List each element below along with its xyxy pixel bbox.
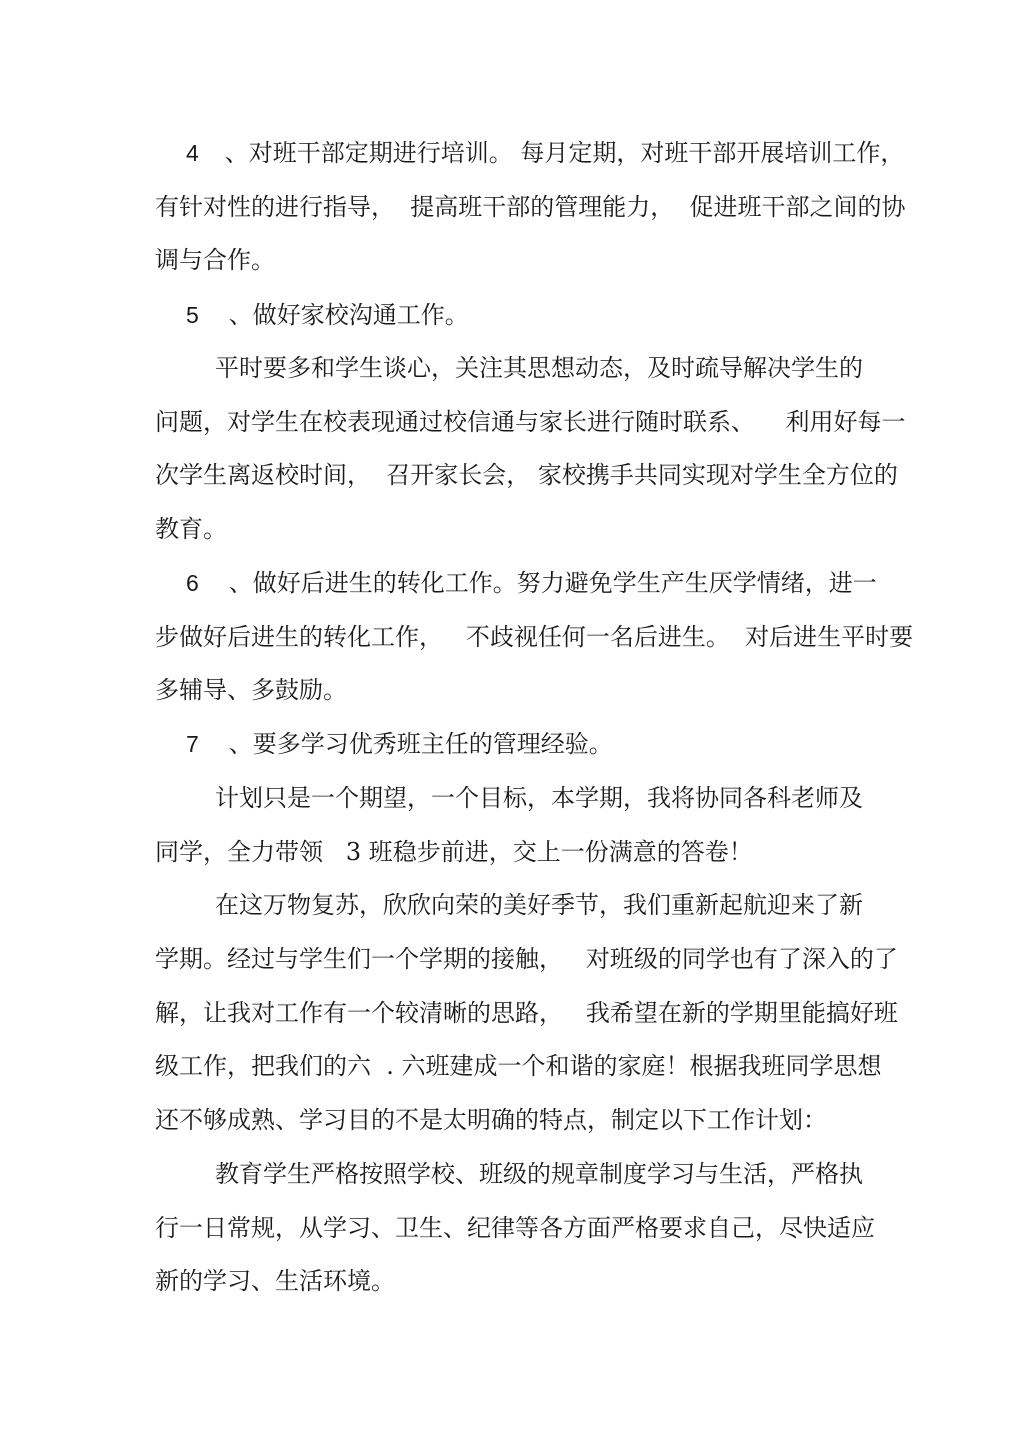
paragraph-semester-line-3: 解，让我对工作有一个较清晰的思路， 我希望在新的学期里能搞好班 — [155, 999, 898, 1027]
paragraph-semester-line-4: 级工作，把我们的六 . 六班建成一个和谐的家庭！根据我班同学思想 — [155, 1052, 882, 1080]
paragraph-number: 4 — [186, 140, 199, 166]
paragraph-6-line-2: 步做好后进生的转化工作， 不歧视任何一名后进生。 对后进生平时要 — [155, 623, 914, 651]
paragraph-semester-line-5: 还不够成熟、学习目的不是太明确的特点，制定以下工作计划： — [155, 1106, 827, 1134]
paragraph-6-line-3: 多辅导、多鼓励。 — [155, 676, 347, 704]
paragraph-home-school-line-4: 教育。 — [155, 515, 227, 543]
paragraph-6-line-1: 6 、做好后进生的转化工作。努力避免学生产生厌学情绪，进一 — [186, 569, 877, 597]
paragraph-plan-line-1: 计划只是一个期望，一个目标，本学期，我将协同各科老师及 — [215, 784, 863, 812]
paragraph-education-line-2: 行一日常规，从学习、卫生、纪律等各方面严格要求自己，尽快适应 — [155, 1214, 875, 1242]
paragraph-number: 6 — [186, 570, 199, 596]
paragraph-education-line-1: 教育学生严格按照学校、班级的规章制度学习与生活，严格执 — [215, 1160, 863, 1188]
paragraph-semester-line-1: 在这万物复苏，欣欣向荣的美好季节，我们重新起航迎来了新 — [215, 891, 863, 919]
paragraph-education-line-3: 新的学习、生活环境。 — [155, 1267, 395, 1295]
paragraph-number: 5 — [186, 302, 199, 328]
paragraph-4-line-1: 4 、对班干部定期进行培训。 每月定期，对班干部开展培训工作， — [186, 139, 905, 167]
paragraph-semester-line-2: 学期。经过与学生们一个学期的接触， 对班级的同学也有了深入的了 — [155, 945, 898, 973]
paragraph-7-line-1: 7 、要多学习优秀班主任的管理经验。 — [186, 730, 613, 758]
paragraph-home-school-line-2: 问题，对学生在校表现通过校信通与家长进行随时联系、 利用好每一 — [155, 408, 906, 436]
paragraph-4-line-3: 调与合作。 — [155, 246, 275, 274]
paragraph-number: 7 — [186, 731, 199, 757]
paragraph-5-line-1: 5 、做好家校沟通工作。 — [186, 301, 469, 329]
paragraph-plan-line-2: 同学，全力带领 3 班稳步前进，交上一份满意的答卷！ — [155, 838, 753, 866]
paragraph-home-school-line-3: 次学生离返校时间， 召开家长会， 家校携手共同实现对学生全方位的 — [155, 461, 898, 489]
paragraph-4-line-2: 有针对性的进行指导， 提高班干部的管理能力， 促进班干部之间的协 — [155, 193, 906, 221]
paragraph-home-school-line-1: 平时要多和学生谈心，关注其思想动态，及时疏导解决学生的 — [215, 354, 863, 382]
